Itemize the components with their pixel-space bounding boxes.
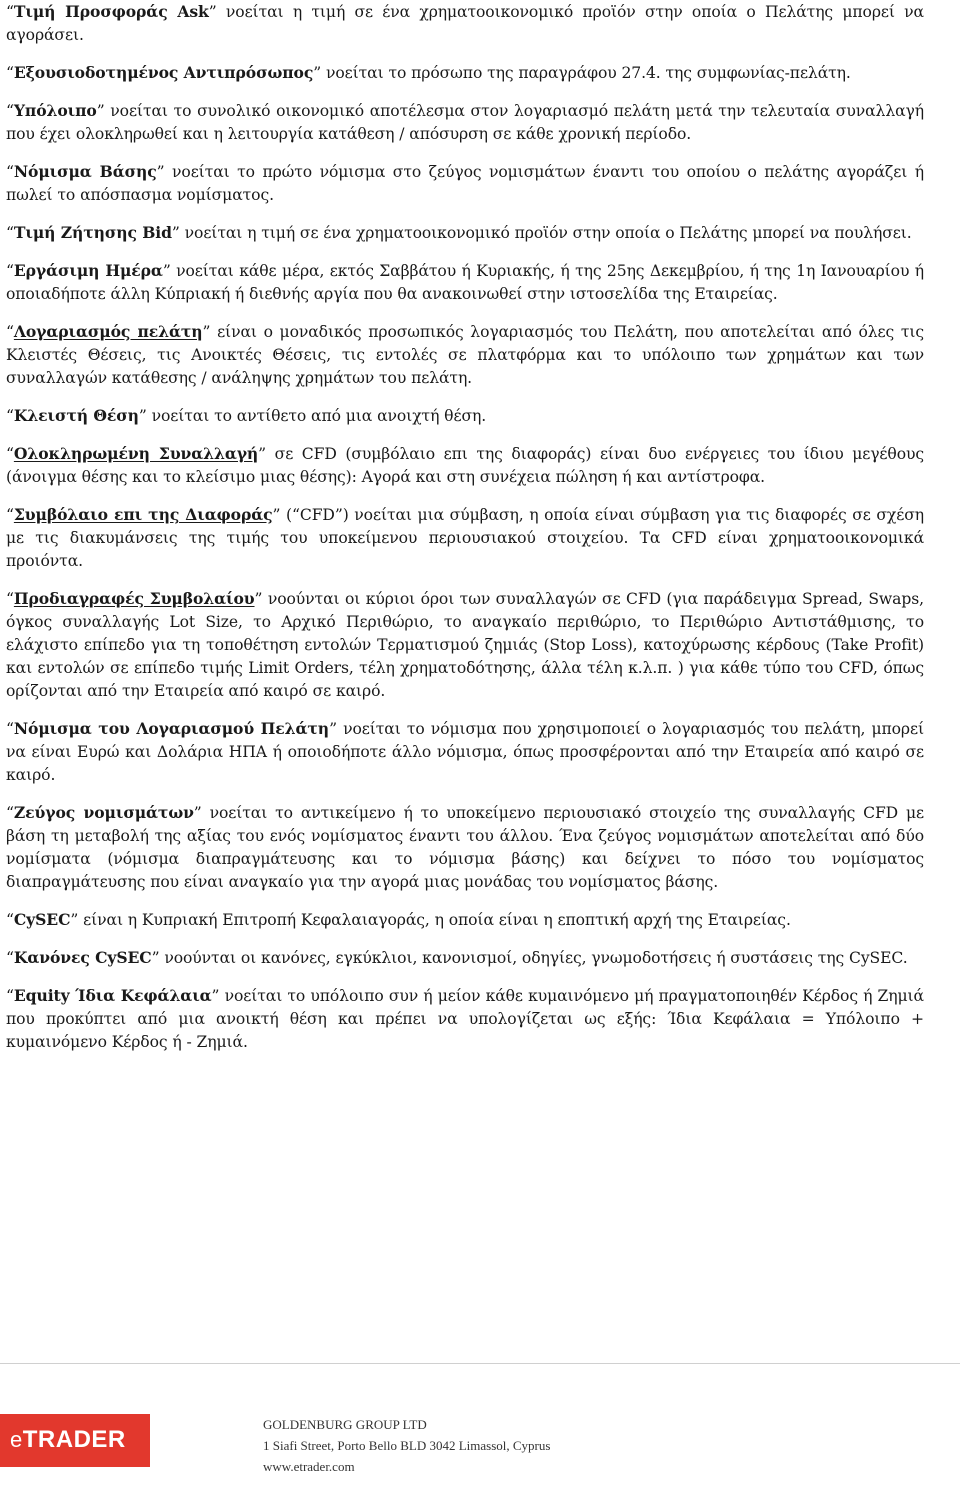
definition-paragraph [6,320,924,390]
definition-paragraph [6,587,924,703]
definition-text: νοείται το αντίθετο από μια ανοιχτή θέση. [146,407,487,425]
definition-paragraph [6,801,924,894]
definition-paragraph [6,984,924,1054]
definition-paragraph [6,908,924,932]
definition-term: Κλειστή Θέση [13,406,139,425]
definition-paragraph [6,404,924,428]
close-quote: ” [193,804,202,822]
definition-term: Εξουσιοδοτημένος Αντιπρόσωπος [13,63,314,82]
definition-text: νοείται η τιμή σε ένα χρηματοοικονομικό προϊόν στην οποία ο Πελάτης μπορεί να αγοράσει. [6,3,924,44]
open-quote: “ [6,445,14,463]
close-quote: ” [156,163,165,181]
definition-term: Ολοκληρωμένη Συναλλαγή [13,444,259,463]
definition-text: νοείται το πρόσωπο της παραγράφου 27.4. της συμφωνίας-πελάτη. [321,64,851,82]
definition-text: νοείται κάθε μέρα, εκτός Σαββάτου ή Κυριακής, ή της 25ης Δεκεμβρίου, ή της 1η Ιανουαρίου ή οποιαδήποτε άλλη Κύπριακή ή διεθνής αργία που θα ανακοινωθεί στην ιστοσελίδα της Εταιρείας. [6,262,925,303]
definition-paragraph [6,442,924,489]
close-quote: ” [96,102,105,120]
close-quote: ” [258,445,267,463]
company-address: 1 Siafi Street, Porto Bello BLD 3042 Limassol, Cyprus [263,1438,551,1453]
close-quote: ” [70,911,79,929]
close-quote: ” [171,224,180,242]
open-quote: “ [6,911,14,929]
open-quote: “ [6,262,14,280]
open-quote: “ [6,102,14,120]
open-quote: “ [6,64,14,82]
close-quote: ” [272,506,281,524]
close-quote: ” [202,323,211,341]
close-quote: ” [138,407,147,425]
logo-main: TRADER [22,1426,126,1453]
open-quote: “ [6,987,14,1005]
close-quote: ” [313,64,322,82]
definition-text: νοείται το νόμισμα που χρησιμοποιεί ο λογαριασμός του πελάτη, μπορεί να είναι Ευρώ και Δολάρια ΗΠΑ ή οποιοδήποτε άλλο νόμισμα, όπως προσφέρονται από την Εταιρεία από καιρό σε καιρό. [6,720,924,784]
definition-text: νοείται το υπόλοιπο συν ή μείον κάθε κυμαινόμενο μή πραγματοποιηθέν Κέρδος ή Ζημιά που προκύπτει από μια ανοικτή θέση και πρέπει να υπολογίζεται ως εξής: Ίδια Κεφάλαια = Υπόλοιπο + κυμαινόμενο Κέρδος ή - Ζημιά. [6,987,924,1051]
logo-prefix: e [10,1427,23,1452]
definition-term: Νόμισμα Βάσης [13,162,157,181]
definition-text: νοούνται οι κανόνες, εγκύκλιοι, κανονισμοί, οδηγίες, γνωμοδοτήσεις ή συστάσεις της CySEC. [159,949,908,967]
open-quote: “ [6,949,14,967]
open-quote: “ [6,720,14,738]
definition-paragraph [6,221,924,245]
logo-text [10,1426,126,1454]
close-quote: ” [162,262,171,280]
open-quote: “ [6,407,14,425]
definition-term: Εργάσιμη Ημέρα [13,261,163,280]
definition-text: (“CFD”) νοείται μια σύμβαση, η οποία είναι σύμβαση για τις διαφορές σε σχέση με τις διακυμάνσεις της τιμής του υποκείμενου περιουσιακού στοιχείου. Τα CFD είναι χρηματοοικονομικά προιόντα. [6,506,924,570]
definition-paragraph [6,99,924,146]
definition-paragraph [6,0,924,47]
definition-text: είναι η Κυπριακή Επιτροπή Κεφαλαιαγοράς, η οποία είναι η εποπτική αρχή της Εταιρείας. [78,911,791,929]
close-quote: ” [208,3,217,21]
close-quote: ” [211,987,220,1005]
definition-term: Νόμισμα του Λογαριασμού Πελάτη [13,719,330,738]
company-name: GOLDENBURG GROUP LTD [263,1417,427,1432]
definition-text: είναι ο μοναδικός προσωπικός λογαριασμός του Πελάτη, που αποτελείται από όλες τις Κλειστές Θέσεις, τις Ανοικτές Θέσεις, τις εντολές σε πλατφόρμα και το υπόλοιπο των χρημάτων και των συναλλαγών κατάθεσης / ανάληψης χρημάτων του πελάτη. [6,323,924,387]
open-quote: “ [6,163,14,181]
definition-paragraph [6,503,924,573]
website-link[interactable]: www.etrader.com [263,1459,355,1474]
definition-term: Τιμή Ζήτησης Bid [13,223,172,242]
definition-text: νοείται το συνολικό οικονομικό αποτέλεσμα στον λογαριασμό πελάτη μετά την τελευταία συναλλαγή που έχει ολοκληρωθεί και η λειτουργία κατάθεση / απόσυρση σε κάθε χρονική περίοδο. [6,102,924,143]
definition-paragraph [6,717,924,787]
definition-text: σε CFD (συμβόλαιο επι της διαφοράς) είναι δυο ενέργειες του ίδιου μεγέθους (άνοιγμα θέσης και το κλείσιμο μιας θέσης): Αγορά και στη συνέχεια πώληση ή και αντίστροφα. [6,445,924,486]
definition-paragraph [6,61,924,85]
open-quote: “ [6,506,14,524]
open-quote: “ [6,224,14,242]
definition-paragraph [6,259,924,306]
definition-term: CySEC [13,910,71,929]
close-quote: ” [151,949,160,967]
open-quote: “ [6,590,14,608]
definition-term: Προδιαγραφές Συμβολαίου [13,589,255,608]
close-quote: ” [254,590,263,608]
definition-term: Κανόνες CySEC [13,948,152,967]
etrader-logo [0,1414,150,1467]
definition-term: Συμβόλαιο επι της Διαφοράς [13,505,273,524]
definition-paragraph [6,160,924,207]
open-quote: “ [6,804,14,822]
definition-term: Ζεύγος νομισμάτων [13,803,194,822]
definition-text: νοείται το πρώτο νόμισμα στο ζεύγος νομισμάτων έναντι του οποίου ο πελάτης αγοράζει ή πωλεί το απόσπασμα νομίσματος. [6,163,924,204]
definition-term: Λογαριασμός πελάτη [13,322,203,341]
open-quote: “ [6,3,14,21]
definition-paragraph [6,946,924,970]
company-footer [263,1414,550,1477]
definition-text: νοούνται οι κύριοι όροι των συναλλαγών σε CFD (για παράδειγμα Spread, Swaps, όγκος συναλλαγής Lot Size, το Αρχικό Περιθώριο, το αναγκαίο περιθώριο, το Περιθώριο Αντιστάθμισης, το ελάχιστο επίπεδο για τη τοποθέτηση εντολών Τερματισμού ζημιάς (Stop Loss), κατοχύρωσης κέρδους (Take Profit) και εντολών σε επίπεδο τιμής Limit Orders, τέλη χρηματοδότησης, άλλα τέλη κ.λ.π. ) για κάθε τύπο του CFD, όπως ορίζονται από την Εταιρεία από καιρό σε καιρό. [6,590,924,700]
footer-divider [0,1363,960,1364]
definition-term: Τιμή Προσφοράς Ask [13,2,209,21]
definition-term: Equity Ίδια Κεφάλαια [13,986,212,1005]
open-quote: “ [6,323,14,341]
definition-text: νοείται η τιμή σε ένα χρηματοοικονομικό προϊόν στην οποία ο Πελάτης μπορεί να πουλήσει. [179,224,912,242]
definitions-list [6,0,924,1068]
close-quote: ” [329,720,337,738]
definition-term: Υπόλοιπο [13,101,97,120]
definition-text: νοείται το αντικείμενο ή το υποκείμενο περιουσιακό στοιχείο της συναλλαγής CFD με βάση τη μεταβολή της αξίας του ενός νομίσματος έναντι του άλλου. Ένα ζεύγος νομισμάτων αποτελείται από δύο νομίσματα (νόμισμα διαπραγμάτευσης και το νόμισμα βάσης) και δείχνει το πόσο του νομίσματος διαπραγμάτευσης που είναι αναγκαίο για την αγορά μιας μονάδας του νομίσματος βάσης. [6,804,925,891]
